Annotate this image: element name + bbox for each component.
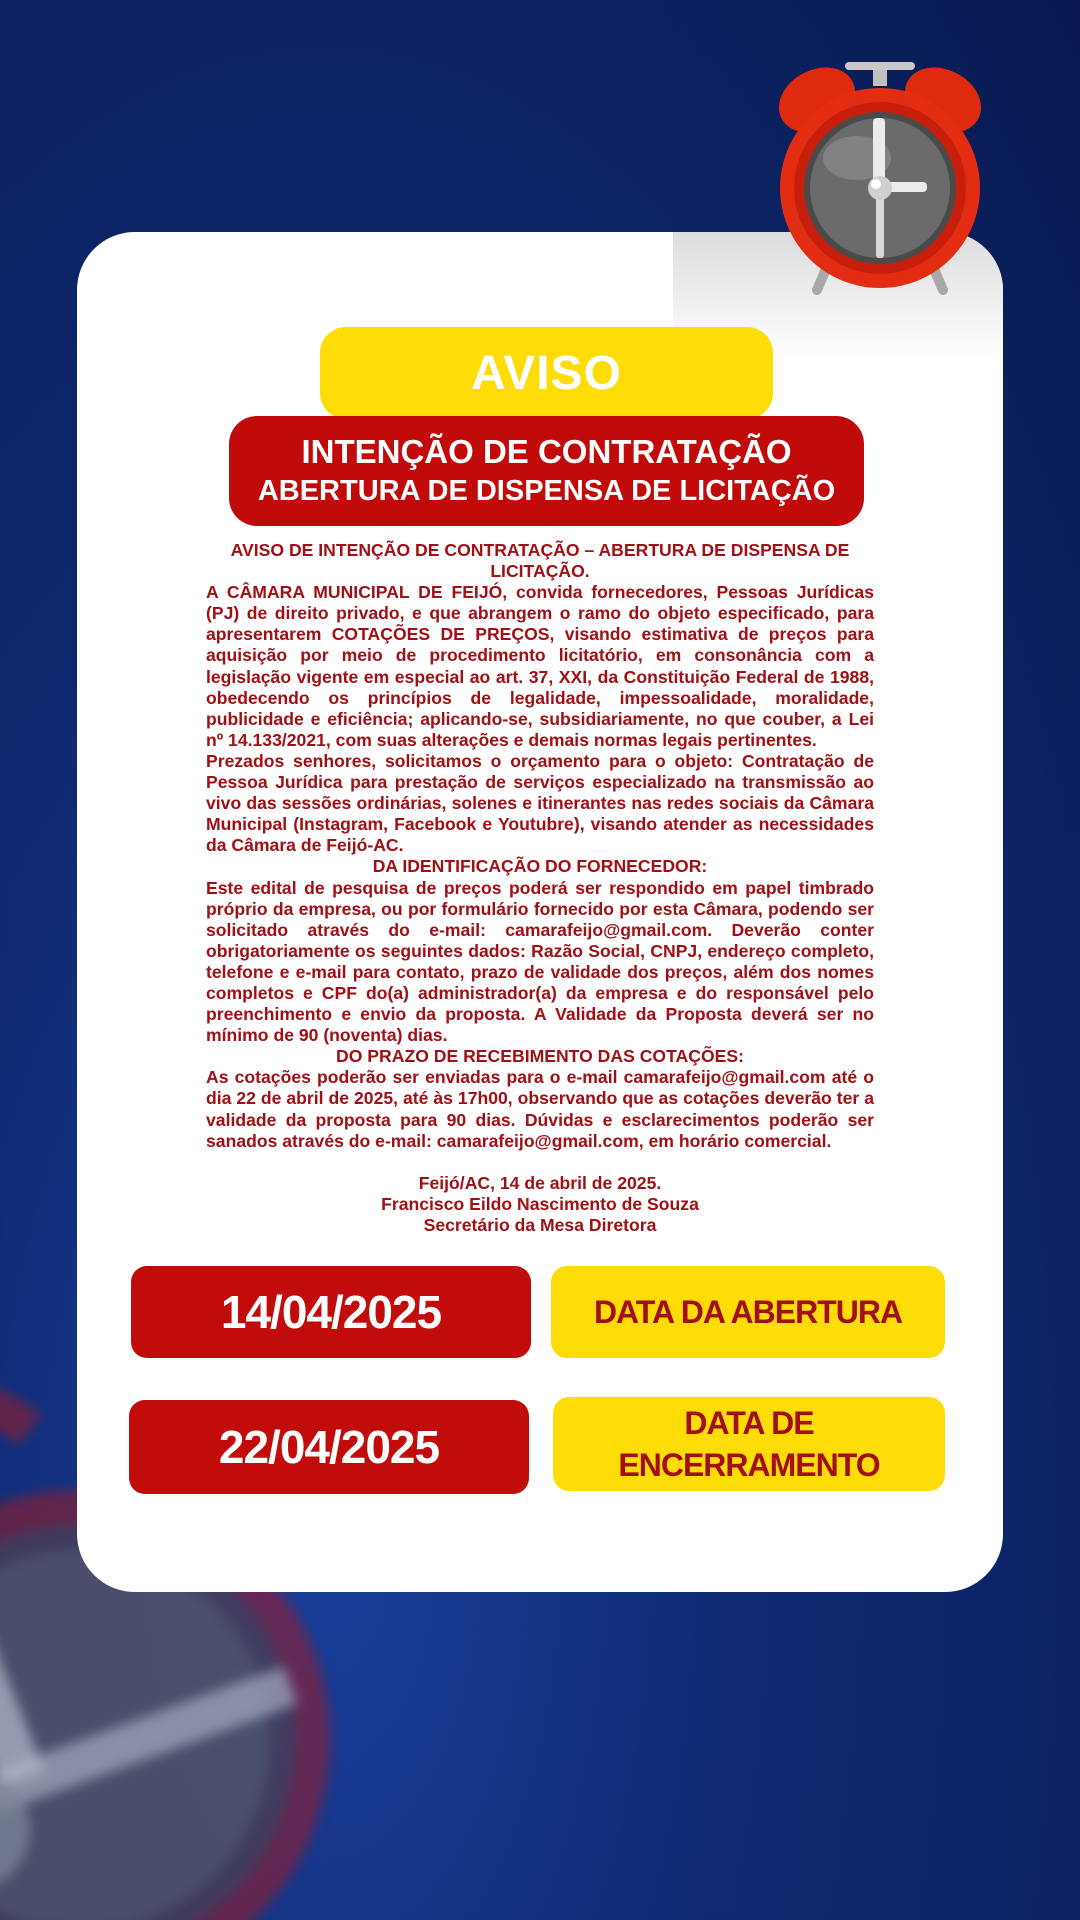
alarm-clock-icon [775,58,985,298]
section-title-deadline: DO PRAZO DE RECEBIMENTO DAS COTAÇÕES: [336,1046,744,1067]
opening-date: 14/04/2025 [220,1286,442,1338]
opening-date-box [131,1266,531,1358]
closing-date-box [129,1400,529,1494]
title-line-1: INTENÇÃO DE CONTRATAÇÃO [301,433,792,470]
signatory-role: Secretário da Mesa Diretora [423,1214,657,1235]
opening-label-box [551,1266,945,1358]
notice-body [206,540,874,1236]
signatory-name: Francisco Eildo Nascimento de Souza [381,1193,699,1214]
closing-label-line-2: ENCERRAMENTO [618,1447,880,1483]
section-title-supplier: DA IDENTIFICAÇÃO DO FORNECEDOR: [372,856,708,877]
aviso-label: AVISO [471,346,622,400]
spacer [206,1152,874,1173]
closing-date: 22/04/2025 [218,1421,440,1473]
title-line-2: ABERTURA DE DISPENSA DE LICITAÇÃO [257,475,836,507]
notice-title-box [229,416,864,526]
closing-label-line-1: DATA DE [684,1405,814,1441]
notice-paragraph-2: Prezados senhores, solicitamos o orçamento para o objeto: Contratação de Pessoa Jurídica para prestação de serviços especializado na transmissão ao vivo das sessões ordinárias, solenes e itinerantes nas redes sociais da Câmara Municipal (Instagram, Facebook e Youtubre), visando atender as necessidades da Câmara de Feijó-AC. [206,750,874,856]
section-text-deadline: As cotações poderão ser enviadas para o e-mail camarafeijo@gmail.com até o dia 22 de abril de 2025, até às 17h00, observando que as cotações deverão ter a validade da proposta para 90 dias. Dúvidas e esclarecimentos poderão ser sanados através do e-mail: camarafeijo@gmail.com, em horário comercial. [206,1067,874,1151]
opening-label: DATA DA ABERTURA [593,1294,903,1330]
closing-label-box [553,1397,945,1491]
section-text-supplier: Este edital de pesquisa de preços poderá ser respondido em papel timbrado próprio da empresa, ou por formulário fornecido por esta Câmara, podendo ser solicitado através do e-mail: camarafeijo@gmail.com. Deverão conter obrigatoriamente os seguintes dados: Razão Social, CNPJ, endereço completo, telefone e e-mail para contato, prazo de validade dos preços, além dos nomes completos e CPF do(a) administrador(a) da empresa e do responsável pelo preenchimento e envio da proposta. A Validade da Proposta deverá ser no mínimo de 90 (noventa) dias. [206,877,874,1046]
notice-paragraph-1: A CÂMARA MUNICIPAL DE FEIJÓ, convida fornecedores, Pessoas Jurídicas (PJ) de direito privado, e que abrangem o ramo do objeto especificado, para apresentarem COTAÇÕES DE PREÇOS, visando estimativa de preços para aquisição por meio de procedimento licitatório, em consonância com a legislação vigente em especial ao art. 37, XXI, da Constituição Federal de 1988, obedecendo os princípios de legalidade, impessoalidade, moralidade, publicidade e eficiência; aplicando-se, subsidiariamente, no que couber, a Lei nº 14.133/2021, com suas alterações e demais normas legais pertinentes. [206,582,874,750]
aviso-badge [320,327,773,419]
notice-heading: AVISO DE INTENÇÃO DE CONTRATAÇÃO – ABERTURA DE DISPENSA DE LICITAÇÃO. [230,540,850,582]
place-date: Feijó/AC, 14 de abril de 2025. [418,1172,662,1193]
